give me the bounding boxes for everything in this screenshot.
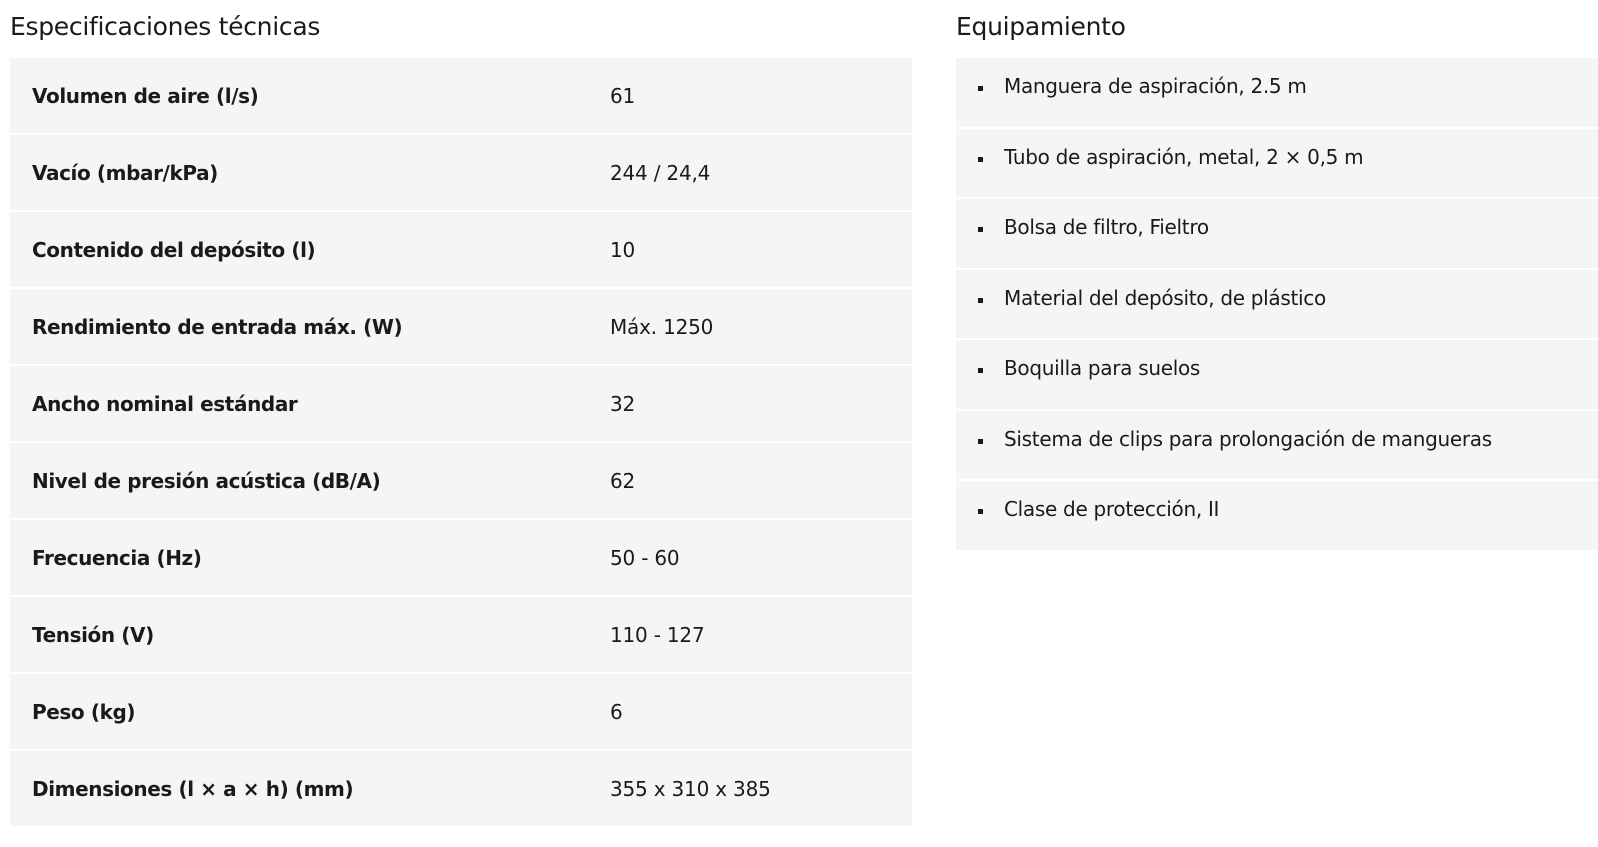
bullet-icon xyxy=(978,368,983,373)
spec-value: 32 xyxy=(610,391,636,416)
spec-value: 6 xyxy=(610,699,623,724)
equipment-item-label: Material del depósito, de plástico xyxy=(1004,285,1326,310)
equipment-item xyxy=(956,58,1598,129)
equipment-item-label: Clase de protección, II xyxy=(1004,497,1220,521)
equipment-title: Equipamiento xyxy=(956,12,1126,41)
spec-label: Nivel de presión acústica (dB/A) xyxy=(32,468,381,493)
spec-label: Volumen de aire (l/s) xyxy=(32,83,259,108)
equipment-item xyxy=(956,340,1598,411)
spec-label: Dimensiones (l × a × h) (mm) xyxy=(32,776,354,801)
bullet-icon xyxy=(978,298,983,303)
bullet-icon xyxy=(978,439,983,444)
equipment-item xyxy=(956,129,1598,200)
spec-label: Ancho nominal estándar xyxy=(32,391,298,416)
spec-value: 355 x 310 x 385 xyxy=(610,776,771,801)
equipment-item-label: Bolsa de filtro, Fieltro xyxy=(1004,215,1209,239)
spec-value: 50 - 60 xyxy=(610,545,680,570)
spec-value: 244 / 24,4 xyxy=(610,160,711,185)
spec-row xyxy=(10,135,912,212)
spec-row xyxy=(10,597,912,674)
equipment-item-label: Sistema de clips para prolongación de mangueras xyxy=(1004,426,1492,451)
bullet-icon xyxy=(978,157,983,162)
spec-row xyxy=(10,751,912,828)
spec-value: 62 xyxy=(610,468,636,493)
spec-label: Vacío (mbar/kPa) xyxy=(32,160,218,185)
spec-row xyxy=(10,366,912,443)
spec-value: Máx. 1250 xyxy=(610,314,714,339)
equipment-item-label: Tubo de aspiración, metal, 2 × 0,5 m xyxy=(1004,144,1364,169)
spec-value: 61 xyxy=(610,83,636,108)
spec-label: Peso (kg) xyxy=(32,699,136,724)
bullet-icon xyxy=(978,227,983,232)
spec-row xyxy=(10,520,912,597)
equipment-item-label: Boquilla para suelos xyxy=(1004,356,1201,380)
equipment-item xyxy=(956,411,1598,482)
spec-row xyxy=(10,674,912,751)
equipment-item xyxy=(956,481,1598,552)
equipment-item-label: Manguera de aspiración, 2.5 m xyxy=(1004,74,1307,98)
spec-label: Contenido del depósito (l) xyxy=(32,237,316,262)
equipment-list xyxy=(956,58,1598,552)
bullet-icon xyxy=(978,86,983,91)
specs-table xyxy=(10,58,912,828)
spec-row xyxy=(10,212,912,289)
spec-value: 10 xyxy=(610,237,636,262)
spec-row xyxy=(10,289,912,366)
equipment-item xyxy=(956,270,1598,341)
specs-title: Especificaciones técnicas xyxy=(10,12,321,41)
spec-row xyxy=(10,443,912,520)
spec-label: Rendimiento de entrada máx. (W) xyxy=(32,314,403,339)
spec-row xyxy=(10,58,912,135)
spec-label: Tensión (V) xyxy=(32,622,154,647)
equipment-item xyxy=(956,199,1598,270)
spec-value: 110 - 127 xyxy=(610,622,705,647)
bullet-icon xyxy=(978,509,983,514)
spec-label: Frecuencia (Hz) xyxy=(32,545,202,570)
